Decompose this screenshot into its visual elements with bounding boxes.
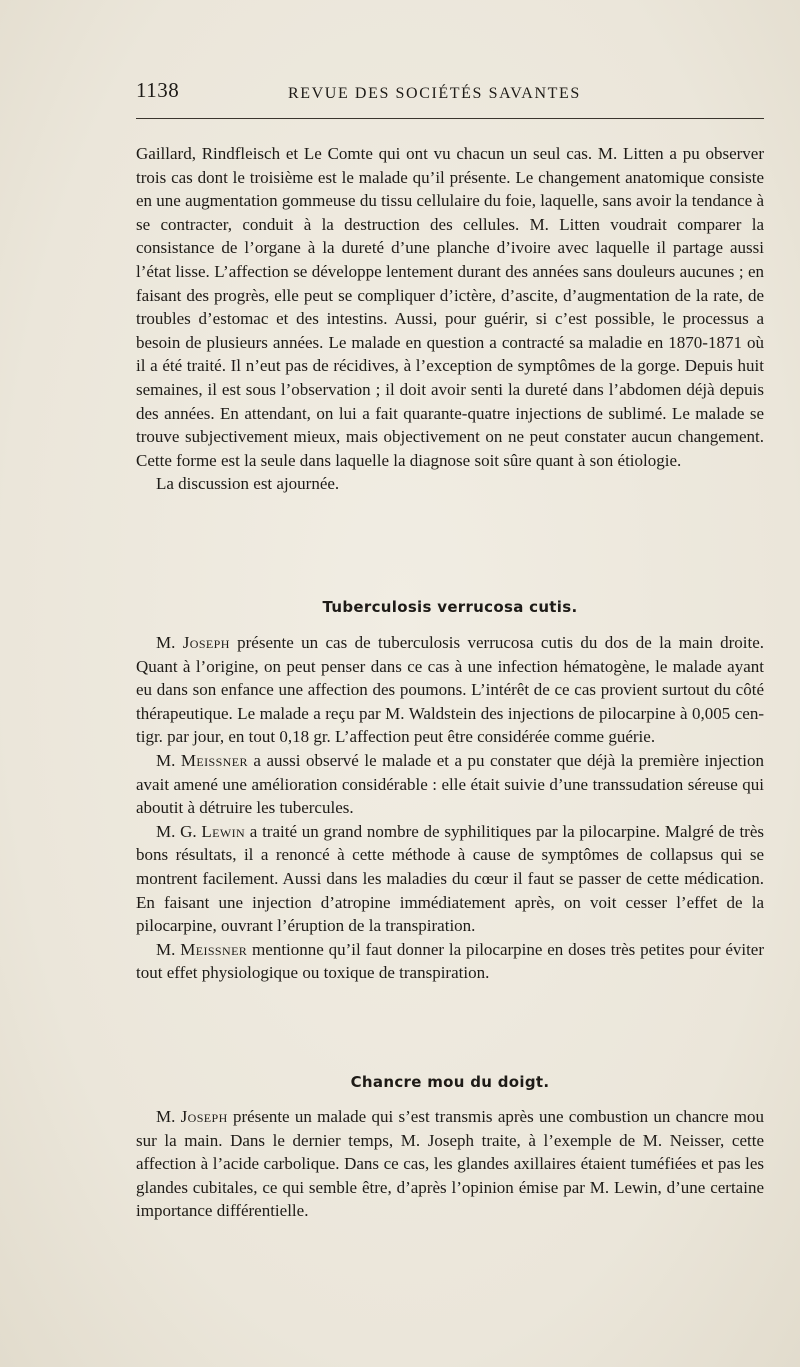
page-header [136, 78, 764, 110]
section-heading-chancre: Chancre mou du doigt. [350, 1073, 550, 1091]
section-heading-tuberculosis: Tuberculosis verrucosa cutis. [322, 598, 578, 616]
paragraph [136, 749, 764, 820]
speaker-prefix: M. [156, 939, 176, 959]
speaker-prefix: M. [156, 750, 176, 770]
section-chancre [136, 1105, 764, 1223]
paragraph-text: a aussi observé le malade et a pu constater que déjà la première injection avait amené une amélioration considérable : elle était suivie d’une transsudation séreuse qui aboutit à détruire les tubercules. [136, 750, 764, 818]
paragraph: La discussion est ajournée. [156, 474, 340, 494]
paragraph-text: a traité un grand nombre de syphilitiques par la pilocarpine. Malgré de très bons résultats, il a renoncé à cette méthode à cause de symptômes de collapsus qui se montrent facilement. Aussi dans les maladies du cœur il faut se passer de cette médication. En faisant une injection d’atropine immédiatement après, on voit cesser l’effet de la pilocarpine, ouvrant l’éruption de la transpiration. [136, 821, 764, 936]
speaker-name: Joseph [182, 633, 230, 652]
page-number: 1138 [136, 78, 180, 102]
paragraph: Gaillard, Rindfleisch et Le Comte qui ont vu chacun un seul cas. M. Litten a pu observer trois cas dont le troisième est le malade qu’il présente. Le changement anatomique consiste en une augmentation gommeuse du tissu cellulaire du foie, laquelle, sans avoir la tendance à se contracter, conduit à la destruction des cellules. M. Litten voudrait comparer la consistance de l’organe à la dureté d’une planche d’ivoire avec laquelle il partage aussi l’état lisse. L’affection se développe lentement durant des années sans douleurs aucunes ; en faisant des progrès, elle peut se compliquer d’ictère, d’ascite, d’augmentation de la rate, de troubles d’estomac et des intestins. Aussi, pour guérir, si c’est possible, le processus a besoin de plusieurs années. Le malade en question a contracté sa maladie en 1870-1871 où il a été traité. Il n’eut pas de récidives, à l’exception de symptômes de la gorge. Depuis huit semaines, il est sous l’observation ; il doit avoir senti la dureté dans l’abdomen déjà depuis des années. En attendant, on lui a fait quarante-quatre injections de sublimé. Le malade se trouve subjectivement mieux, mais objectivement on ne peut constater aucun changement. Cette forme est la seule dans laquelle la diagnose soit sûre quant à son étiologie. [136, 144, 764, 470]
paragraph [136, 631, 764, 749]
paragraph [136, 938, 764, 985]
speaker-name: Lewin [201, 821, 246, 841]
speaker-name: Meissner [180, 750, 248, 770]
paragraph [136, 1105, 764, 1223]
speaker-name: Joseph [180, 1107, 228, 1126]
paragraph-text: présente un malade qui s’est transmis après une combustion un chancre mou sur la main. Dans le dernier temps, M. Joseph traite, à l’exemple de M. Neisser, cette affection à l’acide carbolique. Dans ce cas, les glandes axillaires étaient tuméfiées et pas les glandes cubitales, ce qui semble être, d’après l’opinion émise par M. Lewin, d’une certaine importance différentielle. [136, 1107, 764, 1221]
section-tuberculosis [136, 631, 764, 985]
running-title: REVUE DES SOCIÉTÉS SAVANTES [288, 85, 581, 102]
speaker-name: Meissner [180, 939, 248, 959]
paragraph-text: présente un cas de tuberculosis verrucosa cutis du dos de la main droite. Quant à l’origine, on peut penser dans ce cas à une infection hématogène, le malade ayant eu dans son enfance une affection des poumons. L’intérêt de ce cas provient surtout du côté thérapeutique. Le malade a reçu par M. Waldstein des injections de pilocarpine à 0,005 centigr. par jour, en tout 0,18 gr. L’affection peut être considérée comme guérie. [136, 633, 765, 747]
speaker-prefix: M. [156, 633, 176, 652]
speaker-prefix: M. G. [156, 821, 197, 841]
section-litten-continued [136, 142, 764, 496]
paragraph-text: mentionne qu’il faut donner la pilocarpine en doses très petites pour éviter tout effet physiologique ou toxique de transpiration. [136, 939, 765, 983]
paragraph [136, 820, 764, 938]
speaker-prefix: M. [156, 1107, 176, 1126]
header-rule [136, 118, 764, 119]
